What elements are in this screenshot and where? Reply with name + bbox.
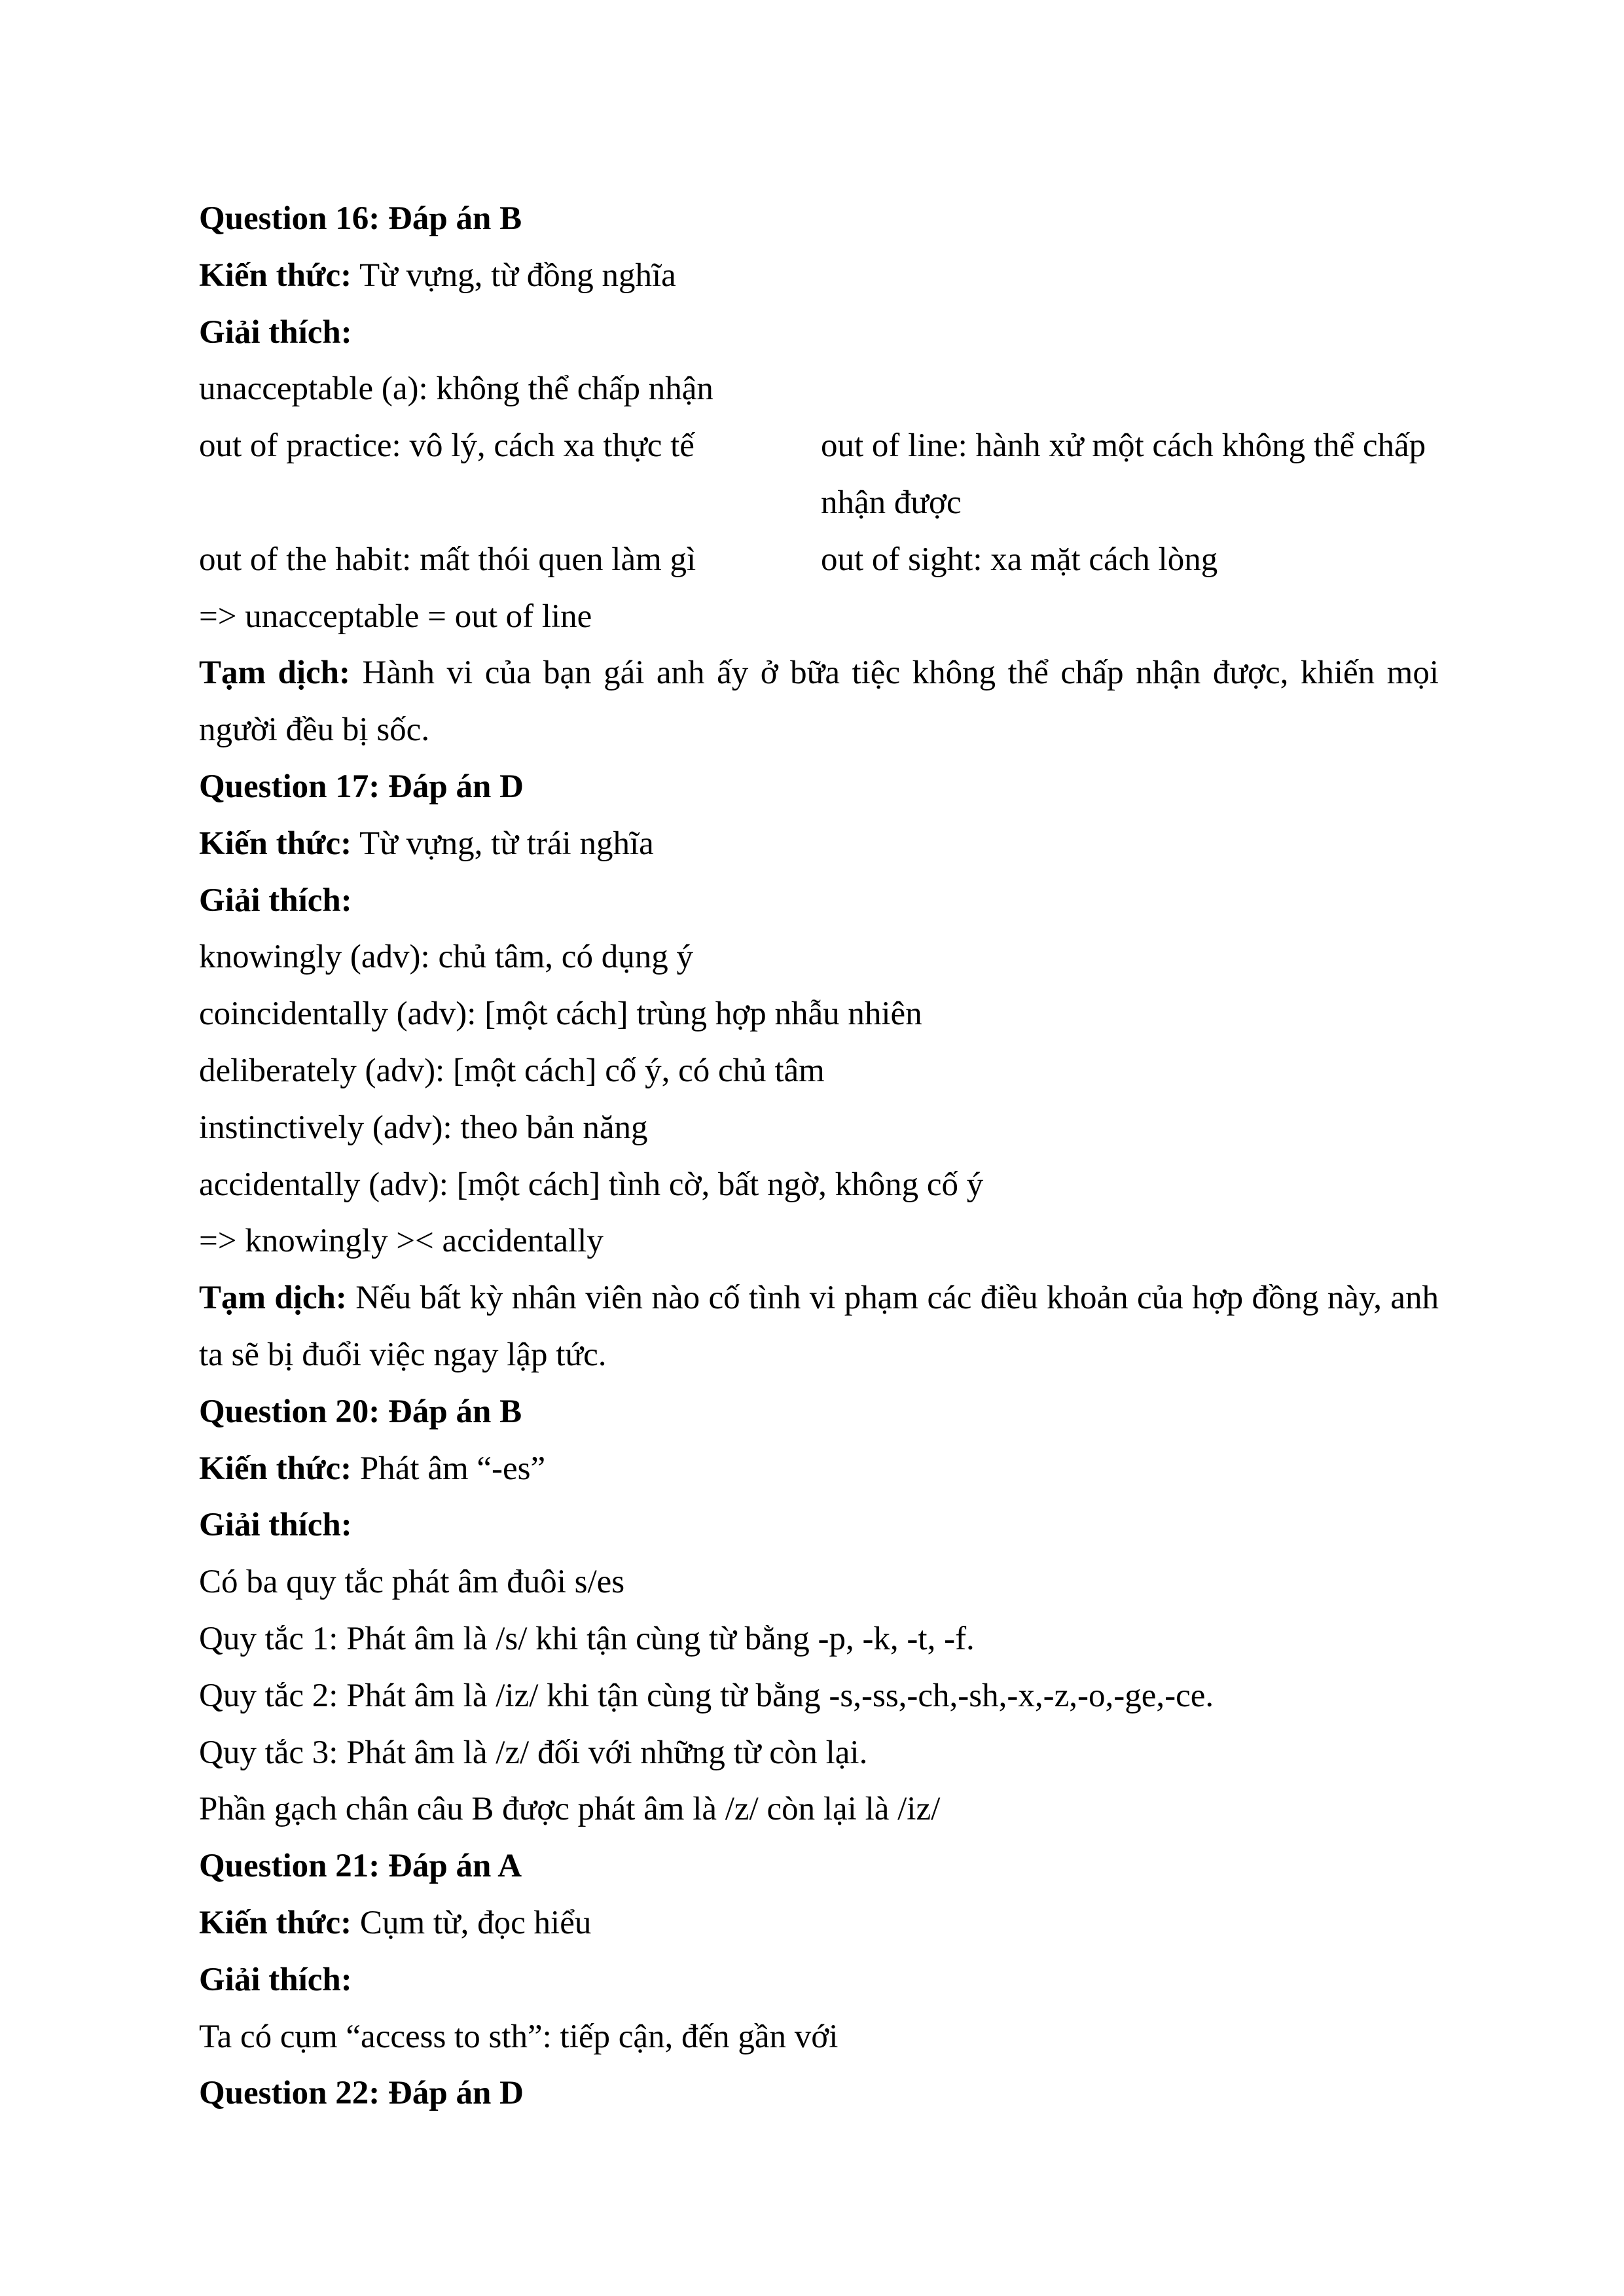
q16-options-row-2	[199, 531, 1439, 588]
q16-options-row-1	[199, 418, 1439, 531]
question-16-heading: Question 16: Đáp án B	[199, 200, 522, 237]
option-d: out of sight: xa mặt cách lòng	[821, 541, 1218, 578]
option-a: out of practice: vô lý, cách xa thực tế	[199, 427, 695, 465]
q21-line: Ta có cụm “access to sth”: tiếp cận, đến gần với	[199, 2018, 839, 2055]
question-21-heading: Question 21: Đáp án A	[199, 1848, 522, 1885]
q21-explanation-label: Giải thích:	[199, 1961, 352, 1998]
q17-translation: Tạm dịch: Nếu bất kỳ nhân viên nào cố tình vi phạm các điều khoản của hợp đồng này, anh ta sẽ bị đuổi việc ngay lập tức.	[199, 1280, 1439, 1373]
q20-explanation-label: Giải thích:	[199, 1507, 352, 1544]
q17-knowledge: Kiến thức: Từ vựng, từ trái nghĩa	[199, 825, 654, 862]
q20-line: Có ba quy tắc phát âm đuôi s/es	[199, 1564, 625, 1601]
q17-line: => knowingly >< accidentally	[199, 1223, 604, 1260]
q20-knowledge: Kiến thức: Phát âm “-es”	[199, 1450, 546, 1487]
document-page	[199, 190, 1439, 2122]
q16-conclusion: => unacceptable = out of line	[199, 598, 592, 635]
question-17-heading: Question 17: Đáp án D	[199, 768, 524, 805]
option-b: out of line: hành xử một cách không thể chấp nhận được	[821, 427, 1426, 521]
q20-line: Quy tắc 3: Phát âm là /z/ đối với những từ còn lại.	[199, 1734, 868, 1771]
q21-knowledge: Kiến thức: Cụm từ, đọc hiểu	[199, 1904, 592, 1941]
q20-line: Phần gạch chân câu B được phát âm là /z/ còn lại là /iz/	[199, 1791, 941, 1828]
q16-translation: Tạm dịch: Hành vi của bạn gái anh ấy ở bữa tiệc không thể chấp nhận được, khiến mọi người đều bị sốc.	[199, 655, 1439, 749]
q17-line: accidentally (adv): [một cách] tình cờ, bất ngờ, không cố ý	[199, 1166, 984, 1203]
q16-explanation-label: Giải thích:	[199, 314, 352, 351]
question-20-heading: Question 20: Đáp án B	[199, 1393, 522, 1430]
q16-line: unacceptable (a): không thể chấp nhận	[199, 370, 713, 408]
q16-knowledge: Kiến thức: Từ vựng, từ đồng nghĩa	[199, 257, 676, 294]
q20-line: Quy tắc 2: Phát âm là /iz/ khi tận cùng từ bằng -s,-ss,-ch,-sh,-x,-z,-o,-ge,-ce.	[199, 1677, 1214, 1714]
q17-line: instinctively (adv): theo bản năng	[199, 1109, 648, 1146]
option-c: out of the habit: mất thói quen làm gì	[199, 541, 696, 578]
q20-line: Quy tắc 1: Phát âm là /s/ khi tận cùng từ bằng -p, -k, -t, -f.	[199, 1620, 975, 1657]
q17-line: knowingly (adv): chủ tâm, có dụng ý	[199, 939, 693, 976]
q17-explanation-label: Giải thích:	[199, 882, 352, 919]
question-22-heading: Question 22: Đáp án D	[199, 2075, 524, 2112]
q17-line: coincidentally (adv): [một cách] trùng hợp nhẫu nhiên	[199, 996, 922, 1033]
q17-line: deliberately (adv): [một cách] cố ý, có chủ tâm	[199, 1052, 825, 1089]
